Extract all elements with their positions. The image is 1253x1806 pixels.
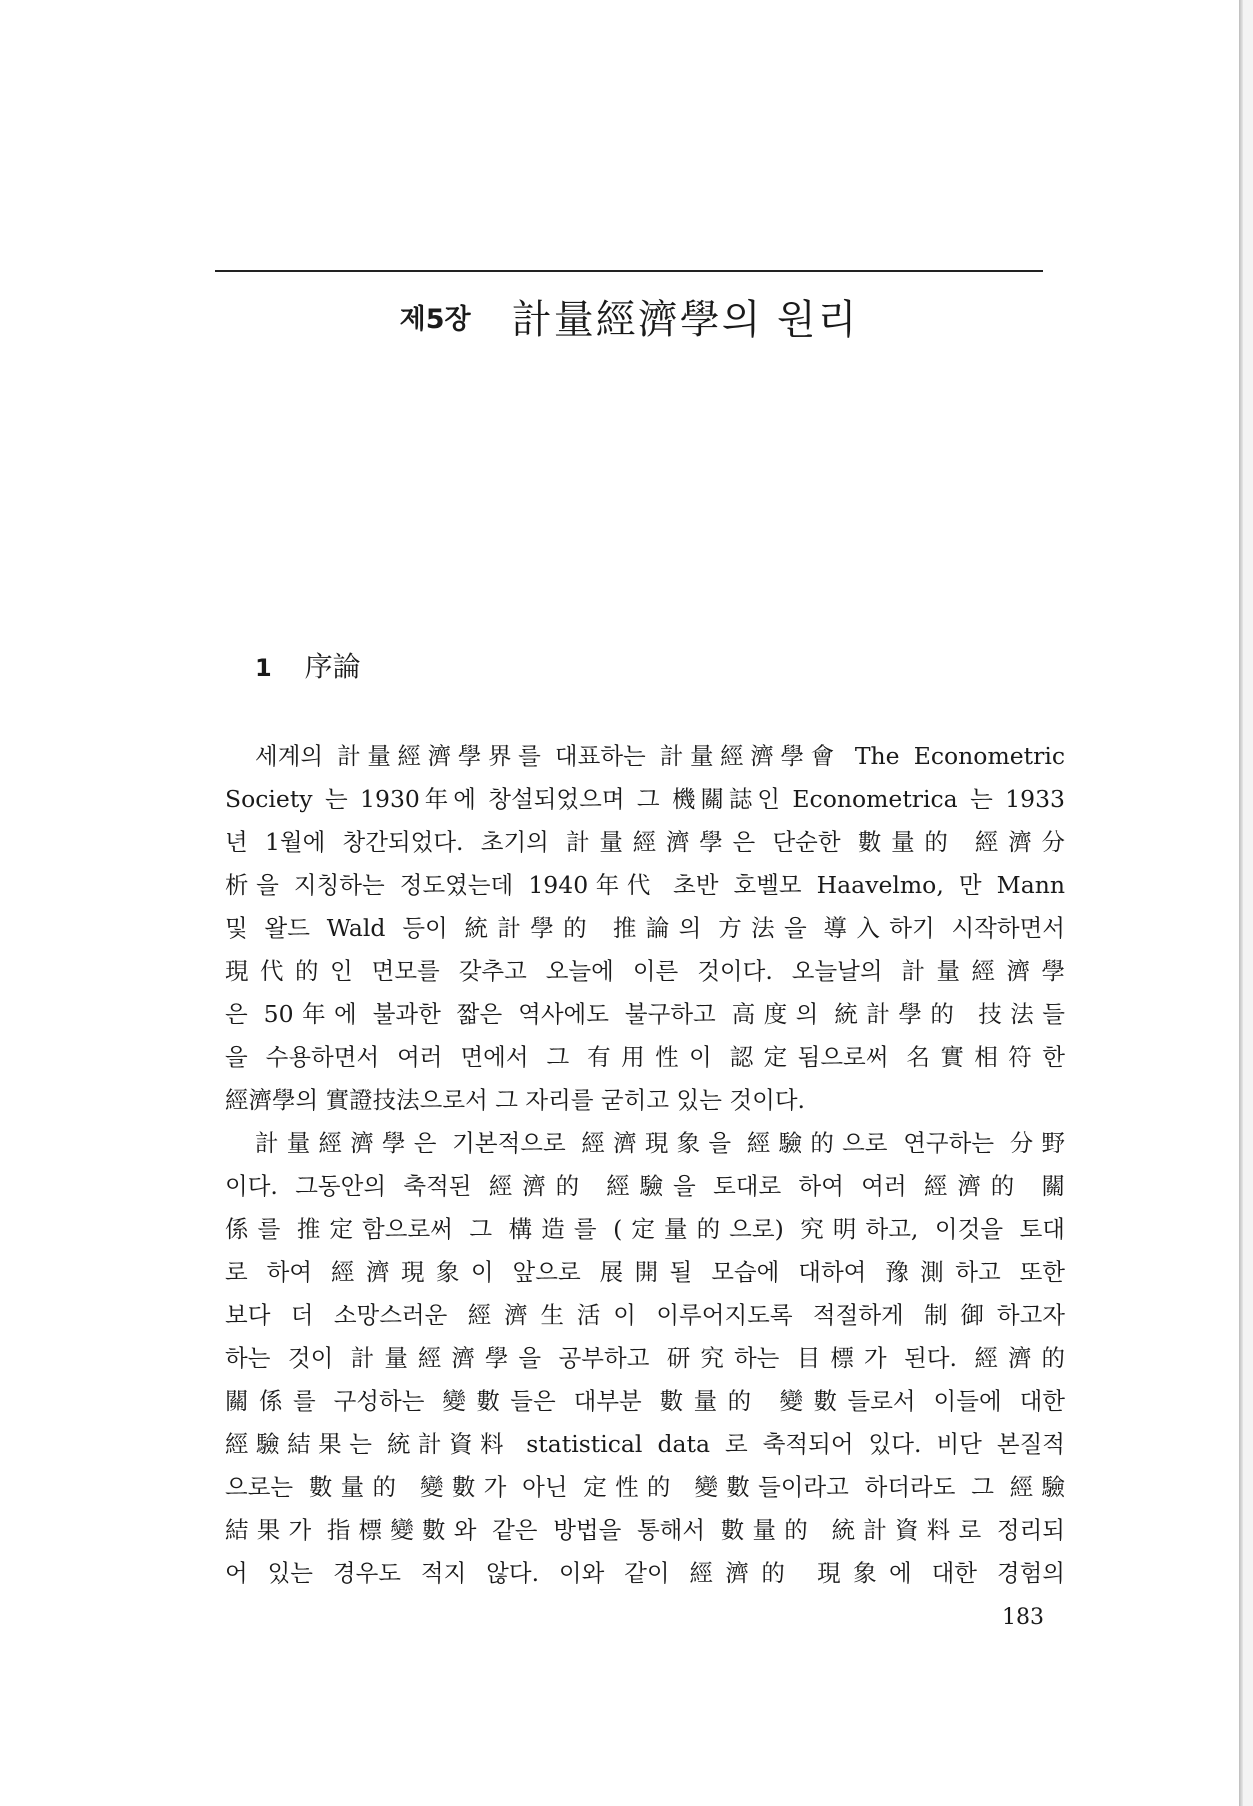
text-line: 보다 더 소망스러운 經濟生活이 이루어지도록 적절하게 制御하고자 <box>225 1301 1065 1329</box>
chapter-heading <box>215 288 1043 345</box>
section-heading <box>255 645 361 685</box>
text-line: 現代的인 면모를 갖추고 오늘에 이른 것이다. 오늘날의 計量經濟學 <box>225 957 1065 985</box>
text-line: 세계의 計量經濟學界를 대표하는 計量經濟學會 The Econometric <box>255 742 1065 770</box>
text-line: 經驗結果는 統計資料 statistical data 로 축적되어 있다. 비단 본질적 <box>225 1430 1065 1458</box>
page-edge <box>1243 0 1253 1806</box>
text-line: 이다. 그동안의 축적된 經濟的 經驗을 토대로 하여 여러 經濟的 關 <box>225 1172 1065 1200</box>
text-line: 結果가 指標變數와 같은 방법을 통해서 數量的 統計資料로 정리되 <box>225 1516 1065 1544</box>
text-line: 을 수용하면서 여러 면에서 그 有用性이 認定됨으로써 名實相符한 <box>225 1043 1065 1071</box>
section-title: 序論 <box>304 650 361 683</box>
text-line: 經濟學의 實證技法으로서 그 자리를 굳히고 있는 것이다. <box>225 1086 806 1114</box>
page-edge-shadow <box>1239 0 1243 1806</box>
text-line: 및 왈드 Wald 등이 統計學的 推論의 方法을 導入하기 시작하면서 <box>225 914 1065 942</box>
text-line: 로 하여 經濟現象이 앞으로 展開될 모습에 대하여 豫測하고 또한 <box>225 1258 1065 1286</box>
text-line: 년 1월에 창간되었다. 초기의 計量經濟學은 단순한 數量的 經濟分 <box>225 828 1065 856</box>
text-line: 係를 推定함으로써 그 構造를 (定量的으로) 究明하고, 이것을 토대 <box>225 1215 1065 1243</box>
text-line: 하는 것이 計量經濟學을 공부하고 研究하는 目標가 된다. 經濟的 <box>225 1344 1065 1372</box>
chapter-number: 제5장 <box>399 304 471 335</box>
text-line: 은 50年에 불과한 짧은 역사에도 불구하고 高度의 統計學的 技法들 <box>225 1000 1065 1028</box>
text-line: 析을 지칭하는 정도였는데 1940年代 초반 호벨모 Haavelmo, 만 Mann <box>225 871 1065 899</box>
text-line: 關係를 구성하는 變數들은 대부분 數量的 變數들로서 이들에 대한 <box>225 1387 1065 1415</box>
body-text <box>225 735 1065 1595</box>
section-number: 1 <box>255 654 272 682</box>
text-line: 어 있는 경우도 적지 않다. 이와 같이 經濟的 現象에 대한 경험의 <box>225 1559 1065 1587</box>
text-line: 으로는 數量的 變數가 아닌 定性的 變數들이라고 하더라도 그 經驗 <box>225 1473 1065 1501</box>
text-line: Society 는 1930年에 창설되었으며 그 機關誌인 Econometrica 는 1933 <box>225 785 1065 813</box>
text-line: 計量經濟學은 기본적으로 經濟現象을 經驗的으로 연구하는 分野 <box>255 1129 1065 1157</box>
chapter-title: 計量經濟學의 원리 <box>511 297 859 343</box>
page-number: 183 <box>1002 1605 1044 1630</box>
chapter-rule <box>215 270 1043 272</box>
